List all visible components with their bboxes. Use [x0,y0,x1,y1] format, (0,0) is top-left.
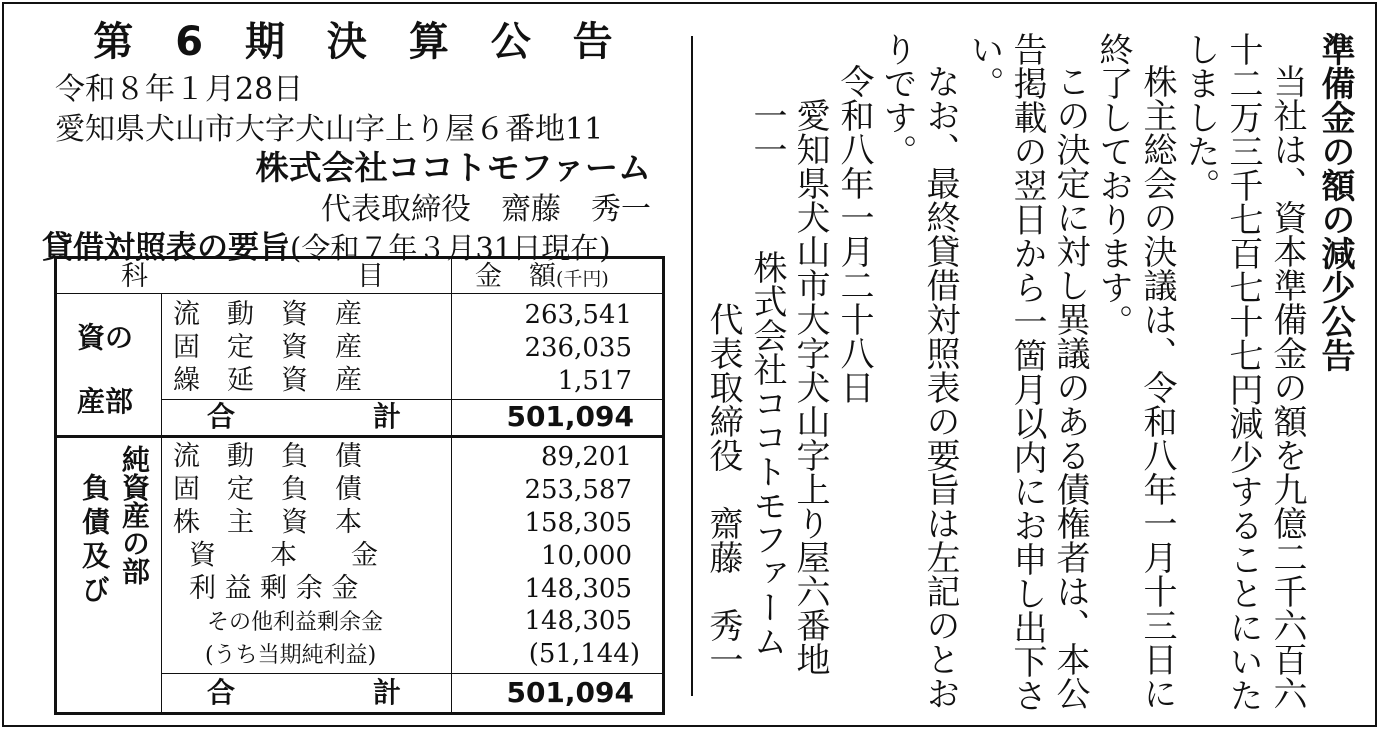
notice-text-col3: しました。 [1180,32,1220,202]
balance-sheet-heading: 貸借対照表の要旨 [42,230,290,266]
notice-address-prefix: 一一 [747,98,787,166]
notice-date: 令和八年一月二十八日 [834,64,874,404]
header-amount [475,261,609,295]
header-unit: (千円) [556,268,609,290]
other-retained-earnings-value: 148,305 [524,606,632,636]
liabilities-label-col1: 負債及び [78,473,111,609]
notice-address: 愛知県犬山市大字犬山字上り屋六番地 [790,98,830,676]
liab-total-label-2: 計 [373,676,402,709]
notice-text-col6: この決定に対し異議のある債権者は、本公 [1050,64,1090,710]
notice-text-col9: なお、最終貸借対照表の要旨は左記のとお [920,64,960,710]
net-income-value: (51,144) [528,639,640,669]
fixed-liabilities-label: 固 定 負 債 [173,474,362,505]
header-subject-1: 科 [121,261,148,292]
settlement-date: 令和８年１月28日 [55,72,304,107]
notice-company: 株式会社ココトモファーム [747,250,787,658]
liab-total-label-1: 合 [207,676,236,709]
label-column-divider [161,293,162,712]
balance-sheet-table [54,256,665,715]
fixed-liabilities-value: 253,587 [524,475,632,505]
notice-text-col10: りです。 [877,32,917,168]
retained-earnings-value: 148,305 [524,574,632,604]
deferred-assets-value: 1,517 [557,366,632,396]
company-name: 株式会社ココトモファーム [255,148,651,187]
notice-text-col2: 十二万三千七百七十七円減少することにいた [1223,32,1263,712]
balance-sheet-date: (令和７年３月31日現在) [290,231,611,265]
fixed-assets-label: 固 定 資 産 [173,332,362,363]
header-subject-2: 目 [357,261,384,292]
assets-label-top: 資の [77,321,134,354]
amount-column-divider [451,259,452,712]
company-address: 愛知県犬山市大字犬山字上り屋６番地11 [55,112,604,147]
current-assets-value: 263,541 [524,300,632,330]
assets-total-value: 501,094 [506,400,634,433]
other-retained-earnings-label: その他利益剰余金 [207,610,384,635]
notice-text-col7: 告掲載の翌日から一箇月以内にお申し出下さ [1007,32,1047,712]
notice-text-col5: 終了しております。 [1093,32,1133,338]
current-liabilities-label: 流 動 負 債 [173,441,362,472]
settlement-title: 第 6 期 決 算 公 告 [93,19,627,65]
notice-text-col8: い。 [964,32,1004,100]
current-assets-label: 流 動 資 産 [173,299,362,330]
notice-title: 準備金の額の減少公告 [1315,32,1355,372]
shareholders-equity-label: 株 主 資 本 [173,507,362,538]
column-separator [691,36,693,696]
capital-label: 資 本 金 [189,540,378,571]
capital-value: 10,000 [541,541,632,571]
shareholders-equity-value: 158,305 [524,508,632,538]
deferred-assets-label: 繰 延 資 産 [173,365,362,396]
current-liabilities-value: 89,201 [541,442,632,472]
notice-representative: 代表取締役 齋藤 秀一 [703,302,743,676]
assets-label-bottom: 産部 [77,385,134,418]
liab-total-value: 501,094 [506,676,634,709]
retained-earnings-label: 利 益 剰 余 金 [189,573,359,604]
section-divider [57,435,662,438]
net-income-label: (うち当期純利益) [205,643,377,668]
fixed-assets-value: 236,035 [524,333,632,363]
assets-total-label-2: 計 [373,400,402,433]
assets-total-label-1: 合 [207,400,236,433]
representative: 代表取締役 齋藤 秀一 [321,192,651,227]
notice-text-col1: 当社は、資本準備金の額を九億二千六百六 [1267,64,1307,710]
liabilities-label-col2: 純資産の部 [118,445,151,585]
header-amount-label: 金 額 [475,261,556,292]
notice-text-col4: 株主総会の決議は、令和八年一月十三日に [1137,64,1177,710]
liab-total-divider [161,673,662,674]
